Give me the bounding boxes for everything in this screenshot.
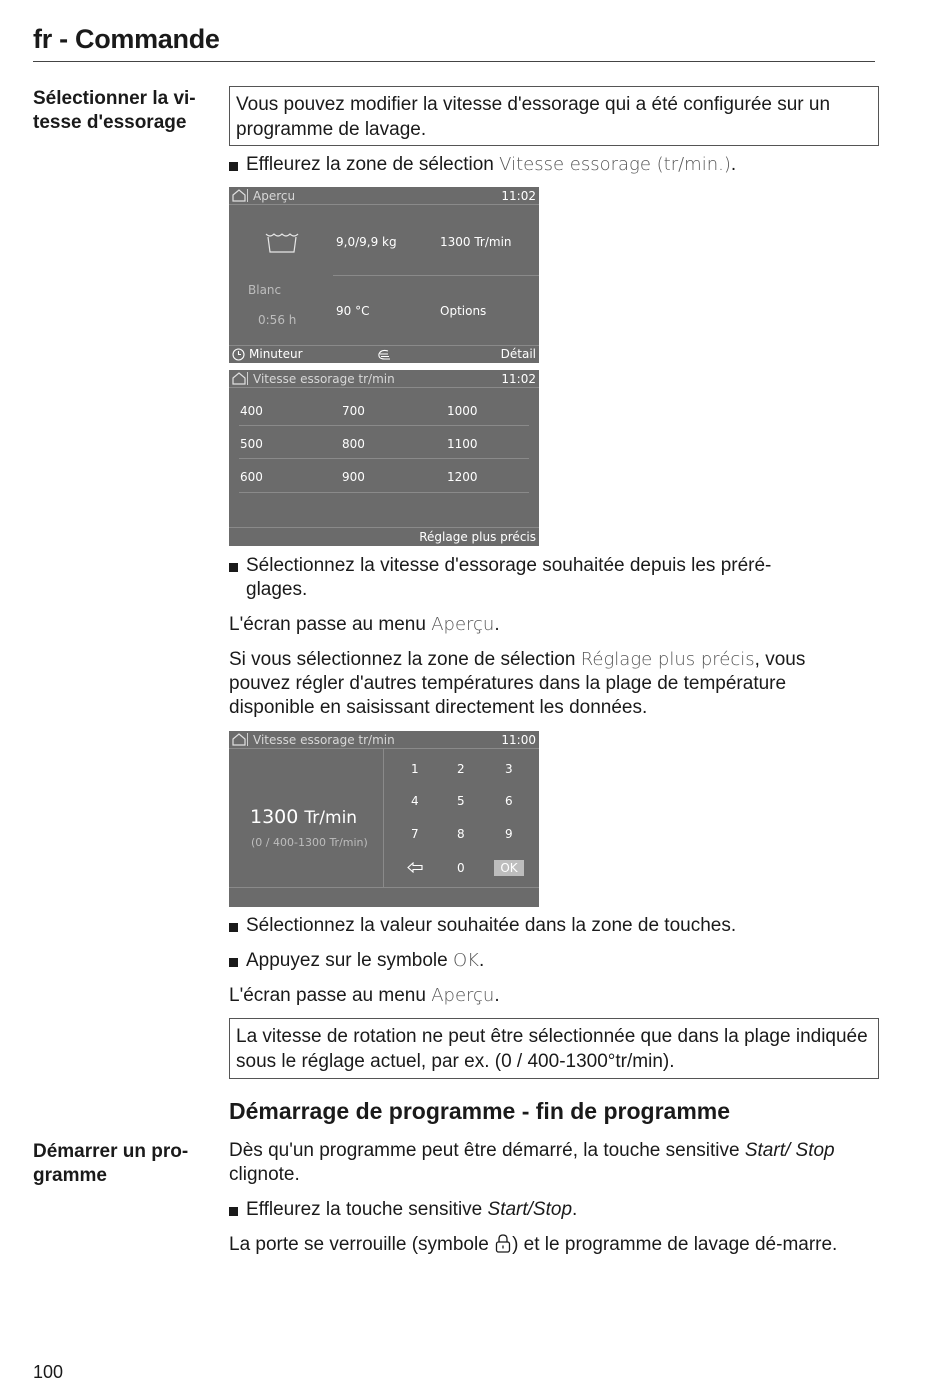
instruction-bullet-4: Appuyez sur le symbole OK. bbox=[229, 949, 879, 973]
side-heading-start-program: Démarrer un pro- gramme bbox=[33, 1141, 189, 1186]
keypad-key[interactable]: 3 bbox=[505, 762, 513, 776]
speed-option[interactable]: 700 bbox=[342, 404, 365, 418]
side-heading-spin-speed: Sélectionner la vi- tesse d'essorage bbox=[33, 88, 196, 133]
intro-box: Vous pouvez modifier la vitesse d'essorage qui a été configurée sur un programme de lavage. bbox=[229, 86, 879, 146]
clock: 11:00 bbox=[501, 733, 536, 747]
keypad-key[interactable]: 5 bbox=[457, 794, 465, 808]
keypad-key[interactable]: 4 bbox=[411, 794, 419, 808]
screen-overview bbox=[229, 187, 539, 363]
instruction-bullet-1: Effleurez la zone de sélection Vitesse essorage (tr/min.). bbox=[229, 153, 879, 177]
instruction-bullet-3: Sélectionnez la valeur souhaitée dans la zone de touches. bbox=[229, 914, 879, 938]
speed-option[interactable]: 400 bbox=[240, 404, 263, 418]
section-title: Démarrage de programme - fin de programme bbox=[229, 1098, 731, 1124]
home-icon[interactable] bbox=[232, 372, 246, 385]
program-duration: 0:56 h bbox=[258, 313, 297, 327]
ui-reference: Aperçu bbox=[431, 614, 495, 635]
temperature-value[interactable]: 90 °C bbox=[336, 304, 370, 318]
fine-setting-button[interactable]: Réglage plus précis bbox=[419, 530, 536, 544]
screen-title: Vitesse essorage tr/min bbox=[253, 733, 395, 747]
keypad-key[interactable]: 6 bbox=[505, 794, 513, 808]
body-text: L'écran passe au menu Aperçu. bbox=[229, 985, 500, 1006]
ui-reference: OK bbox=[453, 950, 479, 971]
page-header bbox=[33, 24, 875, 62]
keypad-key[interactable]: 9 bbox=[505, 827, 513, 841]
screen-title: Aperçu bbox=[253, 189, 296, 203]
lock-icon bbox=[494, 1233, 512, 1253]
page-number: 100 bbox=[33, 1362, 64, 1382]
instruction-bullet-5: Effleurez la touche sensitive Start/Stop. bbox=[229, 1198, 879, 1222]
body-text: L'écran passe au menu Aperçu. bbox=[229, 614, 500, 635]
speed-option[interactable]: 600 bbox=[240, 470, 263, 484]
instruction-bullet-2: Sélectionnez la vitesse d'essorage souhaitée depuis les préré- glages. bbox=[229, 554, 879, 602]
home-icon[interactable] bbox=[232, 733, 246, 746]
body-text: Si vous sélectionnez la zone de sélection Réglage plus précis, vous pouvez régler d'autres températures dans la plage de température disponible en saisissant directement les données. bbox=[229, 649, 806, 718]
keypad-key[interactable]: 7 bbox=[411, 827, 419, 841]
keypad-key[interactable]: 8 bbox=[457, 827, 465, 841]
ui-reference: Aperçu bbox=[431, 985, 495, 1006]
wash-tub-icon bbox=[265, 231, 299, 253]
page-title: fr - Commande bbox=[33, 24, 220, 54]
screen-spin-speed-list bbox=[229, 370, 539, 546]
ui-reference: Vitesse essorage (tr/min.) bbox=[499, 154, 731, 175]
speed-option[interactable]: 1000 bbox=[447, 404, 478, 418]
program-name: Blanc bbox=[248, 283, 282, 297]
note-box: La vitesse de rotation ne peut être sélectionnée que dans la plage indiquée sous le réglage actuel, par ex. (0 / 400-1300°tr/min). bbox=[229, 1018, 879, 1079]
ui-reference: Réglage plus précis bbox=[580, 649, 755, 670]
speed-value[interactable]: 1300 Tr/min bbox=[440, 235, 512, 249]
backspace-arrow-icon[interactable] bbox=[407, 862, 423, 873]
screen-header bbox=[229, 370, 539, 388]
ok-button[interactable]: OK bbox=[494, 860, 524, 876]
entered-value: 1300 Tr/min bbox=[250, 806, 358, 828]
keypad-key[interactable]: 0 bbox=[457, 861, 465, 875]
clock-icon bbox=[232, 348, 245, 361]
screen-header bbox=[229, 731, 539, 749]
body-text: Dès qu'un programme peut être démarré, la touche sensitive Start/ Stop clignote. bbox=[229, 1140, 835, 1185]
clock: 11:02 bbox=[501, 372, 536, 386]
load-value[interactable]: 9,0/9,9 kg bbox=[336, 235, 397, 249]
timer-button[interactable]: Minuteur bbox=[249, 347, 303, 361]
home-icon[interactable] bbox=[232, 189, 246, 202]
screen-header bbox=[229, 187, 539, 205]
body-text: La porte se verrouille (symbole ) et le programme de lavage dé-marre. bbox=[229, 1234, 838, 1255]
value-range: (0 / 400-1300 Tr/min) bbox=[251, 836, 368, 849]
keypad-key[interactable]: 2 bbox=[457, 762, 465, 776]
screen-title: Vitesse essorage tr/min bbox=[253, 372, 395, 386]
clock: 11:02 bbox=[501, 189, 536, 203]
speed-option[interactable]: 1200 bbox=[447, 470, 478, 484]
eco-feedback-icon[interactable] bbox=[377, 349, 391, 360]
speed-option[interactable]: 500 bbox=[240, 437, 263, 451]
detail-button[interactable]: Détail bbox=[500, 347, 536, 361]
speed-option[interactable]: 900 bbox=[342, 470, 365, 484]
keypad-key[interactable]: 1 bbox=[411, 762, 419, 776]
speed-option[interactable]: 1100 bbox=[447, 437, 478, 451]
options-button[interactable]: Options bbox=[440, 304, 487, 318]
speed-option[interactable]: 800 bbox=[342, 437, 365, 451]
screen-keypad bbox=[229, 731, 539, 907]
